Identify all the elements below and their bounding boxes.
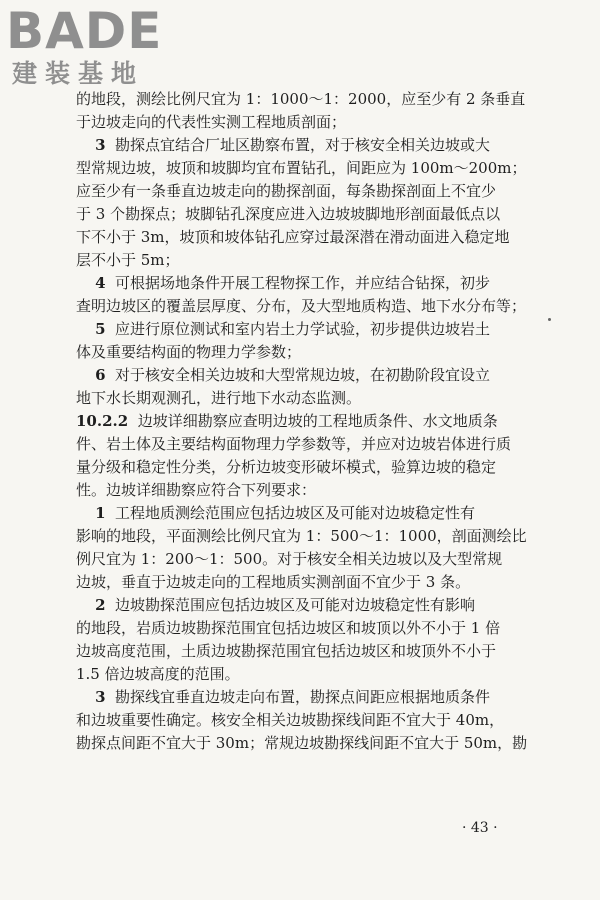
text-segment: 例尺宜为 1：200～1：500。对于核安全相关边坡以及大型常规 — [76, 550, 503, 568]
clause-number: 6 — [95, 366, 106, 384]
text-segment — [76, 136, 95, 154]
text-line — [76, 456, 526, 479]
text-line — [76, 318, 526, 341]
clause-number: 3 — [95, 688, 106, 706]
text-segment: 性。边坡详细勘察应符合下列要求： — [76, 481, 317, 499]
text-line — [76, 640, 526, 663]
text-segment: 边坡勘探范围应包括边坡区及可能对边坡稳定性有影响 — [105, 596, 476, 614]
text-segment: 勘探点宜结合厂址区勘察布置，对于核安全相关边坡或大 — [105, 136, 491, 154]
text-line — [76, 249, 526, 272]
text-segment: 应进行原位测试和室内岩土力学试验，初步提供边坡岩土 — [105, 320, 491, 338]
text-line — [76, 594, 526, 617]
logo-wordmark: BADE — [6, 2, 163, 60]
text-segment: 对于核安全相关边坡和大型常规边坡，在初勘阶段宜设立 — [105, 366, 491, 384]
text-line — [76, 111, 526, 134]
text-line — [76, 88, 526, 111]
text-line — [76, 525, 526, 548]
text-segment: 边坡高度范围，土质边坡勘探范围宜包括边坡区和坡顶外不小于 — [76, 642, 497, 660]
text-segment: 件、岩土体及主要结构面物理力学参数等，并应对边坡岩体进行质 — [76, 435, 512, 453]
text-segment: 的地段，测绘比例尺宜为 1：1000～1：2000，应至少有 2 条垂直 — [76, 90, 526, 108]
text-segment: 量分级和稳定性分类，分析边坡变形破坏模式，验算边坡的稳定 — [76, 458, 497, 476]
text-segment: 体及重要结构面的物理力学参数； — [76, 343, 302, 361]
text-line — [76, 686, 526, 709]
clause-number: 2 — [95, 596, 106, 614]
clause-number: 10.2.2 — [76, 412, 129, 430]
clause-number: 3 — [95, 136, 106, 154]
text-segment: 勘探线宜垂直边坡走向布置，勘探点间距应根据地质条件 — [105, 688, 491, 706]
logo-subtitle: 建装基地 — [12, 59, 145, 88]
text-segment: 层不小于 5m； — [76, 251, 180, 269]
text-line — [76, 295, 526, 318]
text-segment: 影响的地段，平面测绘比例尺宜为 1：500～1：1000，剖面测绘比 — [76, 527, 527, 545]
text-line — [76, 157, 526, 180]
bade-logo — [6, 4, 181, 90]
text-segment: 勘探点间距不宜大于 30m；常规边坡勘探线间距不宜大于 50m，勘 — [76, 734, 528, 752]
text-line — [76, 502, 526, 525]
text-segment: 边坡详细勘察应查明边坡的工程地质条件、水文地质条 — [128, 412, 498, 430]
margin-dot — [548, 318, 551, 321]
text-line — [76, 272, 526, 295]
page-number: · 43 · — [462, 820, 498, 836]
text-line — [76, 479, 526, 502]
text-segment: 应至少有一条垂直边坡走向的勘探剖面，每条勘探剖面上不宜少 — [76, 182, 497, 200]
text-line — [76, 732, 526, 755]
text-segment — [76, 688, 95, 706]
text-segment: 边坡，垂直于边坡走向的工程地质实测剖面不宜少于 3 条。 — [76, 573, 471, 591]
text-segment: 和边坡重要性确定。核安全相关边坡勘探线间距不宜大于 40m， — [76, 711, 505, 729]
text-segment: 1.5 倍边坡高度的范围。 — [76, 665, 240, 683]
text-line — [76, 617, 526, 640]
text-segment: 查明边坡区的覆盖层厚度、分布，及大型地质构造、地下水分布等； — [76, 297, 527, 315]
clause-number: 4 — [95, 274, 106, 292]
text-line — [76, 226, 526, 249]
text-segment: 型常规边坡，坡顶和坡脚均宜布置钻孔，间距应为 100m～200m； — [76, 159, 527, 177]
text-segment — [76, 274, 95, 292]
page-body — [76, 88, 526, 755]
text-line — [76, 571, 526, 594]
text-segment — [76, 596, 95, 614]
text-segment: 于 3 个勘探点；坡脚钻孔深度应进入边坡坡脚地形剖面最低点以 — [76, 205, 501, 223]
text-segment: 地下水长期观测孔，进行地下水动态监测。 — [76, 389, 362, 407]
text-line — [76, 548, 526, 571]
text-line — [76, 663, 526, 686]
text-segment — [76, 504, 95, 522]
text-line — [76, 203, 526, 226]
text-segment: 可根据场地条件开展工程物探工作，并应结合钻探，初步 — [105, 274, 491, 292]
text-line — [76, 709, 526, 732]
text-segment — [76, 366, 95, 384]
text-segment: 于边坡走向的代表性实测工程地质剖面； — [76, 113, 347, 131]
text-line — [76, 364, 526, 387]
text-line — [76, 387, 526, 410]
text-segment: 工程地质测绘范围应包括边坡区及可能对边坡稳定性有 — [105, 504, 476, 522]
text-segment: 的地段，岩质边坡勘探范围宜包括边坡区和坡顶以外不小于 1 倍 — [76, 619, 501, 637]
clause-number: 1 — [95, 504, 106, 522]
text-line — [76, 433, 526, 456]
text-segment: 下不小于 3m，坡顶和坡体钻孔应穿过最深潜在滑动面进入稳定地 — [76, 228, 510, 246]
text-line — [76, 180, 526, 203]
text-segment — [76, 320, 95, 338]
text-line — [76, 410, 526, 433]
text-line — [76, 341, 526, 364]
clause-number: 5 — [95, 320, 106, 338]
text-line — [76, 134, 526, 157]
